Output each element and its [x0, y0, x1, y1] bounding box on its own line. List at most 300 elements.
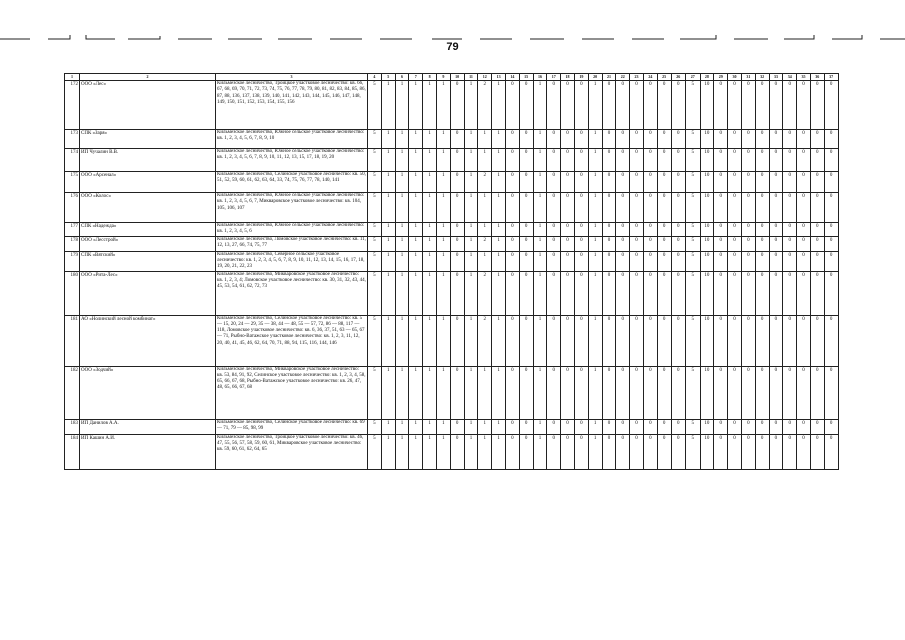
value-cell: 0: [714, 236, 728, 251]
row-number: 182: [65, 366, 80, 419]
value-cell: 1: [409, 271, 423, 315]
value-cell: 0: [519, 251, 533, 271]
value-cell: 0: [630, 366, 644, 419]
value-cell: 1: [588, 172, 602, 193]
value-cell: 5: [368, 251, 382, 271]
value-cell: 1: [464, 271, 478, 315]
value-cell: 1: [409, 130, 423, 149]
value-cell: 0: [643, 172, 657, 193]
value-cell: 1: [395, 419, 409, 434]
value-cell: 0: [602, 81, 616, 130]
value-cell: 5: [686, 366, 701, 419]
value-cell: 1: [381, 315, 395, 366]
value-cell: 0: [797, 81, 811, 130]
value-cell: 0: [797, 419, 811, 434]
value-cell: 0: [574, 130, 588, 149]
value-cell: 0: [616, 130, 630, 149]
value-cell: 5: [368, 315, 382, 366]
value-cell: 1: [423, 251, 437, 271]
value-cell: 0: [714, 172, 728, 193]
value-cell: 1: [464, 149, 478, 172]
value-cell: 1: [423, 130, 437, 149]
value-cell: 0: [657, 366, 671, 419]
value-cell: 10: [700, 236, 714, 251]
value-cell: 1: [381, 81, 395, 130]
organization-name: ООО «Лесстрой»: [80, 236, 216, 251]
value-cell: 0: [574, 172, 588, 193]
value-cell: 0: [547, 271, 561, 315]
value-cell: 1: [492, 81, 506, 130]
value-cell: 1: [381, 366, 395, 419]
value-cell: 0: [657, 172, 671, 193]
table-row: [65, 434, 839, 469]
value-cell: 1: [395, 172, 409, 193]
column-header: 6: [395, 74, 409, 81]
value-cell: 1: [464, 130, 478, 149]
value-cell: 1: [409, 193, 423, 223]
column-header: 8: [423, 74, 437, 81]
value-cell: 0: [755, 419, 769, 434]
column-header: 17: [547, 74, 561, 81]
value-cell: 0: [755, 172, 769, 193]
value-cell: 1: [409, 149, 423, 172]
value-cell: 1: [395, 271, 409, 315]
value-cell: 1: [423, 315, 437, 366]
row-number: 183: [65, 419, 80, 434]
value-cell: 0: [824, 149, 838, 172]
value-cell: 0: [824, 366, 838, 419]
value-cell: 1: [381, 419, 395, 434]
value-cell: 0: [797, 223, 811, 237]
value-cell: 0: [810, 130, 824, 149]
column-header: 33: [769, 74, 783, 81]
value-cell: 1: [588, 149, 602, 172]
column-header: 37: [824, 74, 838, 81]
value-cell: 0: [824, 172, 838, 193]
value-cell: 5: [368, 271, 382, 315]
column-header: 34: [783, 74, 797, 81]
value-cell: 0: [561, 434, 575, 469]
value-cell: 1: [464, 366, 478, 419]
value-cell: 1: [588, 223, 602, 237]
organization-name: ООО «Арсенал»: [80, 172, 216, 193]
value-cell: 0: [728, 81, 742, 130]
value-cell: 0: [657, 130, 671, 149]
value-cell: 0: [671, 251, 686, 271]
value-cell: 10: [700, 419, 714, 434]
forestry-description: Кильмезское лесничество, Южное сельское участковое лесничество: кв. 1, 2, 3, 4, 5, 6: [216, 223, 368, 237]
value-cell: 1: [533, 81, 547, 130]
value-cell: 0: [561, 271, 575, 315]
value-cell: 0: [810, 172, 824, 193]
value-cell: 1: [464, 172, 478, 193]
value-cell: 0: [519, 315, 533, 366]
value-cell: 0: [547, 434, 561, 469]
value-cell: 1: [464, 81, 478, 130]
value-cell: 0: [728, 366, 742, 419]
row-number: 177: [65, 223, 80, 237]
value-cell: 1: [588, 251, 602, 271]
value-cell: 0: [450, 271, 464, 315]
value-cell: 0: [602, 236, 616, 251]
value-cell: 10: [700, 251, 714, 271]
value-cell: 0: [630, 223, 644, 237]
value-cell: 0: [450, 149, 464, 172]
value-cell: 1: [436, 271, 450, 315]
value-cell: 1: [533, 251, 547, 271]
row-number: 180: [65, 271, 80, 315]
value-cell: 0: [824, 130, 838, 149]
value-cell: 1: [409, 172, 423, 193]
value-cell: 0: [561, 236, 575, 251]
column-header: 31: [741, 74, 755, 81]
value-cell: 1: [395, 315, 409, 366]
value-cell: 5: [686, 149, 701, 172]
value-cell: 0: [783, 172, 797, 193]
column-header: 20: [588, 74, 602, 81]
value-cell: 0: [643, 149, 657, 172]
row-number: 181: [65, 315, 80, 366]
value-cell: 10: [700, 271, 714, 315]
value-cell: 1: [492, 193, 506, 223]
table-row: [65, 271, 839, 315]
value-cell: 1: [478, 366, 492, 419]
value-cell: 1: [478, 223, 492, 237]
value-cell: 0: [671, 434, 686, 469]
value-cell: 0: [505, 81, 519, 130]
value-cell: 1: [533, 366, 547, 419]
value-cell: 0: [810, 271, 824, 315]
column-header: 26: [671, 74, 686, 81]
value-cell: 0: [755, 366, 769, 419]
value-cell: 1: [423, 149, 437, 172]
value-cell: 0: [519, 223, 533, 237]
value-cell: 0: [769, 172, 783, 193]
value-cell: 0: [450, 193, 464, 223]
value-cell: 1: [409, 81, 423, 130]
value-cell: 1: [492, 434, 506, 469]
value-cell: 0: [505, 193, 519, 223]
value-cell: 0: [574, 315, 588, 366]
value-cell: 0: [643, 366, 657, 419]
value-cell: 1: [395, 251, 409, 271]
value-cell: 0: [810, 419, 824, 434]
organization-name: ИП Кашин А.И.: [80, 434, 216, 469]
value-cell: 1: [492, 366, 506, 419]
value-cell: 5: [686, 172, 701, 193]
value-cell: 1: [492, 315, 506, 366]
column-header: 27: [686, 74, 701, 81]
value-cell: 0: [630, 236, 644, 251]
value-cell: 0: [810, 223, 824, 237]
value-cell: 0: [561, 172, 575, 193]
value-cell: 5: [368, 172, 382, 193]
column-header: 29: [714, 74, 728, 81]
value-cell: 0: [797, 193, 811, 223]
value-cell: 0: [602, 172, 616, 193]
column-header: 35: [797, 74, 811, 81]
organization-name: СПК «Заря»: [80, 130, 216, 149]
value-cell: 0: [769, 271, 783, 315]
value-cell: 0: [810, 236, 824, 251]
value-cell: 1: [464, 419, 478, 434]
value-cell: 1: [464, 434, 478, 469]
value-cell: 5: [368, 223, 382, 237]
value-cell: 0: [519, 419, 533, 434]
value-cell: 0: [714, 81, 728, 130]
value-cell: 1: [533, 315, 547, 366]
value-cell: 0: [630, 419, 644, 434]
value-cell: 1: [395, 149, 409, 172]
value-cell: 0: [671, 172, 686, 193]
value-cell: 1: [492, 251, 506, 271]
value-cell: 0: [616, 149, 630, 172]
value-cell: 0: [505, 271, 519, 315]
value-cell: 0: [783, 193, 797, 223]
forestry-description: Кильмезское лесничество, Северное сельское участковое лесничество: кв. 1, 2, 3, 4, 5, 6, 7, 8, 9, 10, 11, 12, 13, 14, 15, 16, 17, 18, 19, 20, 21, 22, 23: [216, 251, 368, 271]
value-cell: 0: [769, 81, 783, 130]
value-cell: 0: [505, 223, 519, 237]
value-cell: 1: [409, 236, 423, 251]
value-cell: 0: [728, 434, 742, 469]
forestry-description: Кильмезское лесничество, Троицкое участковое лесничество: кв. 46, 47, 55, 56, 57, 58, 59, 60, 61, Микваровское участковое лесничество: кв. 59, 60, 61, 62, 64, 65: [216, 434, 368, 469]
value-cell: 0: [769, 366, 783, 419]
organization-name: СПК «Вятский»: [80, 251, 216, 271]
value-cell: 1: [478, 251, 492, 271]
value-cell: 0: [630, 193, 644, 223]
value-cell: 0: [728, 130, 742, 149]
value-cell: 0: [602, 315, 616, 366]
column-header: 18: [561, 74, 575, 81]
value-cell: 10: [700, 315, 714, 366]
table-row: [65, 419, 839, 434]
column-header: 16: [533, 74, 547, 81]
value-cell: 1: [395, 81, 409, 130]
value-cell: 0: [714, 434, 728, 469]
value-cell: 0: [657, 193, 671, 223]
value-cell: 1: [478, 193, 492, 223]
column-header: 13: [492, 74, 506, 81]
value-cell: 1: [395, 193, 409, 223]
value-cell: 0: [657, 236, 671, 251]
value-cell: 0: [519, 434, 533, 469]
value-cell: 0: [630, 172, 644, 193]
value-cell: 1: [395, 236, 409, 251]
value-cell: 0: [561, 315, 575, 366]
column-header: 19: [574, 74, 588, 81]
value-cell: 0: [505, 419, 519, 434]
value-cell: 0: [630, 81, 644, 130]
value-cell: 1: [436, 193, 450, 223]
value-cell: 0: [574, 223, 588, 237]
value-cell: 1: [436, 366, 450, 419]
value-cell: 0: [810, 149, 824, 172]
value-cell: 5: [368, 81, 382, 130]
value-cell: 1: [395, 366, 409, 419]
value-cell: 0: [505, 434, 519, 469]
value-cell: 0: [810, 434, 824, 469]
value-cell: 2: [478, 172, 492, 193]
value-cell: 1: [478, 419, 492, 434]
row-number: 174: [65, 149, 80, 172]
value-cell: 1: [436, 315, 450, 366]
column-header: 28: [700, 74, 714, 81]
value-cell: 0: [519, 271, 533, 315]
value-cell: 0: [741, 315, 755, 366]
forestry-description: Кильмезское лесничество, Микваровское участковое лесничество: кв. 53, 84, 91, 92, Селинское участковое лесничество: кв. 1, 2, 3, 4, 58, 65, 66, 67, 68, Рыбно-Ватажское участковое лесничество: кв. 26, 47, 48, 65, 66, 67, 68: [216, 366, 368, 419]
value-cell: 0: [783, 81, 797, 130]
value-cell: 0: [643, 223, 657, 237]
value-cell: 1: [381, 223, 395, 237]
value-cell: 0: [450, 366, 464, 419]
value-cell: 0: [824, 193, 838, 223]
value-cell: 0: [824, 434, 838, 469]
value-cell: 1: [409, 366, 423, 419]
value-cell: 1: [423, 223, 437, 237]
value-cell: 1: [588, 271, 602, 315]
value-cell: 0: [616, 419, 630, 434]
value-cell: 0: [783, 271, 797, 315]
value-cell: 1: [533, 172, 547, 193]
value-cell: 0: [519, 172, 533, 193]
forestry-description: Кильмезское лесничество, Микваровское участковое лесничество: кв. 1, 2, 3, 4; Ломовское участковое лесничество: кв. 30, 31, 32, 43, 44, 45, 53, 54, 61, 62, 72, 73: [216, 271, 368, 315]
value-cell: 0: [741, 149, 755, 172]
value-cell: 0: [574, 81, 588, 130]
value-cell: 0: [616, 434, 630, 469]
value-cell: 1: [423, 419, 437, 434]
value-cell: 0: [824, 251, 838, 271]
forest-users-table: [64, 73, 839, 470]
value-cell: 1: [423, 366, 437, 419]
value-cell: 1: [492, 419, 506, 434]
value-cell: 1: [381, 149, 395, 172]
column-header: 30: [728, 74, 742, 81]
value-cell: 0: [741, 236, 755, 251]
value-cell: 0: [783, 315, 797, 366]
value-cell: 5: [368, 193, 382, 223]
value-cell: 0: [824, 419, 838, 434]
value-cell: 0: [574, 419, 588, 434]
value-cell: 1: [588, 130, 602, 149]
value-cell: 0: [616, 223, 630, 237]
value-cell: 0: [547, 81, 561, 130]
forestry-description: Кильмезское лесничество, Ломовское участковое лесничество: кв. 11, 12, 13, 27, 66, 74, 75, 77: [216, 236, 368, 251]
value-cell: 0: [574, 149, 588, 172]
forestry-description: Кильмезское лесничество, Селинское участковое лесничество: кв. 50, 51, 52, 59, 60, 61, 62, 63, 64, 33, 74, 75, 76, 77, 78, 140, 141: [216, 172, 368, 193]
value-cell: 1: [436, 223, 450, 237]
value-cell: 0: [810, 251, 824, 271]
value-cell: 0: [783, 419, 797, 434]
value-cell: 0: [561, 419, 575, 434]
forestry-description: Кильмезское лесничество, Троицкое участковое лесничество: кв. 66, 67, 68, 69, 70, 71, 72, 73, 74, 75, 76, 77, 78, 79, 80, 81, 82, 83, 84, 85, 86, 87, 88, 136, 137, 138, 139, 140, 141, 142, 143, 144, 145, 146, 147, 148, 149, 150, 151, 152, 153, 154, 155, 156: [216, 81, 368, 130]
value-cell: 0: [824, 81, 838, 130]
value-cell: 0: [769, 130, 783, 149]
value-cell: 0: [561, 193, 575, 223]
value-cell: 0: [728, 315, 742, 366]
value-cell: 0: [797, 172, 811, 193]
value-cell: 1: [436, 172, 450, 193]
table-row: [65, 149, 839, 172]
value-cell: 0: [671, 193, 686, 223]
value-cell: 1: [533, 193, 547, 223]
value-cell: 0: [450, 236, 464, 251]
value-cell: 0: [755, 149, 769, 172]
value-cell: 0: [810, 81, 824, 130]
value-cell: 0: [824, 236, 838, 251]
value-cell: 0: [643, 315, 657, 366]
column-header: 3: [216, 74, 368, 81]
value-cell: 1: [409, 223, 423, 237]
column-header: 14: [505, 74, 519, 81]
value-cell: 2: [478, 315, 492, 366]
value-cell: 0: [671, 366, 686, 419]
value-cell: 0: [561, 149, 575, 172]
value-cell: 1: [381, 172, 395, 193]
value-cell: 0: [547, 193, 561, 223]
value-cell: 0: [741, 366, 755, 419]
value-cell: 0: [630, 315, 644, 366]
value-cell: 0: [657, 271, 671, 315]
value-cell: 1: [436, 149, 450, 172]
value-cell: 0: [783, 236, 797, 251]
table-row: [65, 130, 839, 149]
value-cell: 0: [769, 315, 783, 366]
value-cell: 0: [657, 434, 671, 469]
organization-name: ООО «Рита-Лес»: [80, 271, 216, 315]
value-cell: 0: [741, 223, 755, 237]
value-cell: 2: [478, 236, 492, 251]
column-header: 15: [519, 74, 533, 81]
value-cell: 1: [409, 419, 423, 434]
value-cell: 0: [519, 366, 533, 419]
value-cell: 0: [671, 315, 686, 366]
value-cell: 5: [368, 149, 382, 172]
value-cell: 0: [755, 434, 769, 469]
value-cell: 0: [602, 193, 616, 223]
value-cell: 0: [616, 172, 630, 193]
value-cell: 0: [755, 315, 769, 366]
value-cell: 5: [686, 434, 701, 469]
value-cell: 0: [741, 193, 755, 223]
value-cell: 0: [728, 419, 742, 434]
value-cell: 0: [797, 251, 811, 271]
value-cell: 0: [741, 419, 755, 434]
value-cell: 1: [395, 434, 409, 469]
value-cell: 5: [686, 130, 701, 149]
value-cell: 0: [797, 130, 811, 149]
value-cell: 0: [450, 251, 464, 271]
column-header: 12: [478, 74, 492, 81]
value-cell: 0: [574, 366, 588, 419]
value-cell: 1: [492, 149, 506, 172]
value-cell: 0: [602, 271, 616, 315]
value-cell: 0: [671, 271, 686, 315]
value-cell: 10: [700, 366, 714, 419]
value-cell: 1: [588, 81, 602, 130]
value-cell: 0: [561, 251, 575, 271]
value-cell: 0: [561, 130, 575, 149]
value-cell: 0: [574, 434, 588, 469]
column-header: 21: [602, 74, 616, 81]
value-cell: 0: [714, 271, 728, 315]
value-cell: 0: [574, 271, 588, 315]
forestry-description: Кильмезское лесничество, Южное сельское участковое лесничество: кв. 1, 2, 3, 4, 5, 6, 7, Микваровское участковое лесничество: кв. 104, 105, 106, 107: [216, 193, 368, 223]
value-cell: 0: [616, 366, 630, 419]
value-cell: 5: [368, 130, 382, 149]
value-cell: 0: [574, 251, 588, 271]
value-cell: 0: [450, 172, 464, 193]
value-cell: 1: [533, 149, 547, 172]
